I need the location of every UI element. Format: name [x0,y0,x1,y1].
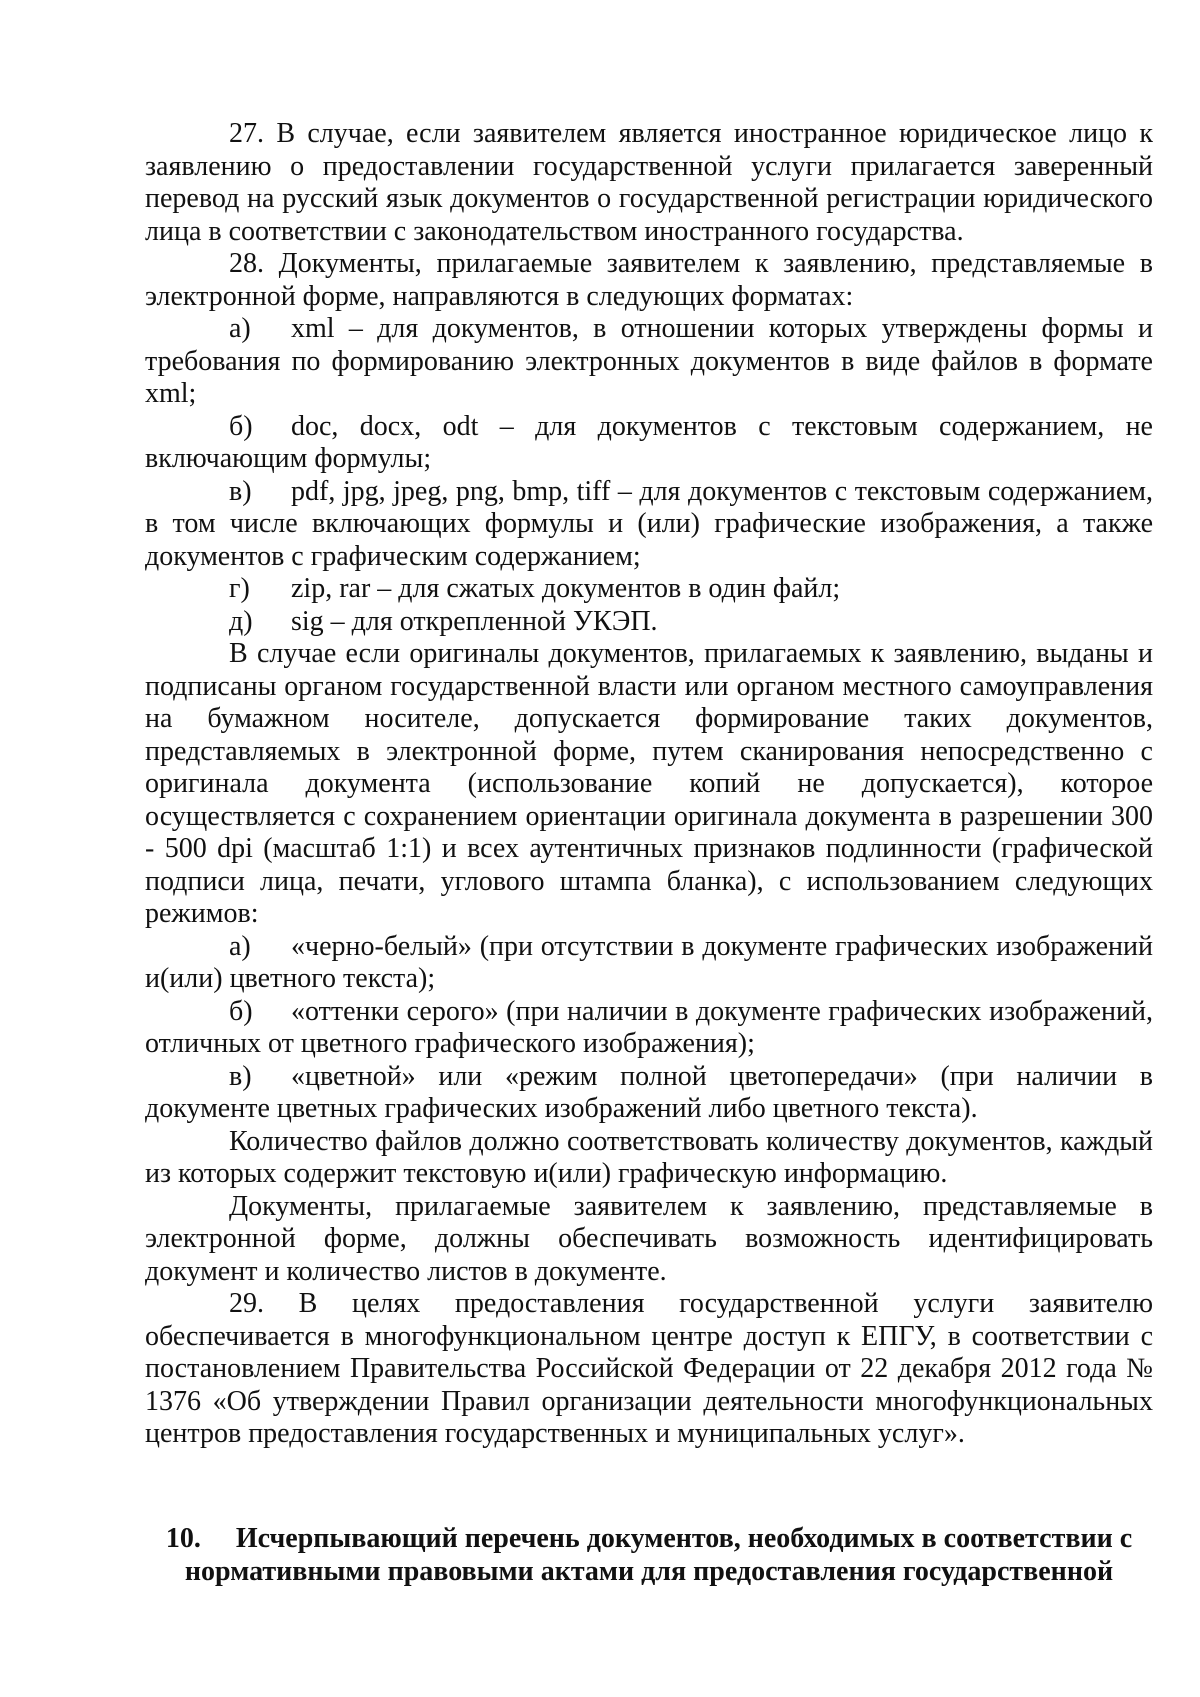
format-item [145,476,1153,574]
item-text: «цветной» или «режим полной цветопередачи» (при наличии в документе цветных графических изображений либо цветного текста). [145,1060,1153,1124]
mode-item [145,996,1153,1061]
item-text: pdf, jpg, jpeg, png, bmp, tiff – для документов с текстовым содержанием, в том числе включающих формулы и (или) графические изображения, а также документов с графическим содержанием; [145,475,1153,572]
item-text: «черно-белый» (при отсутствии в документе графических изображений и(или) цветного текста); [145,930,1153,994]
item-text: xml – для документов, в отношении которых утверждены формы и требования по формированию электронных документов в виде файлов в формате xml; [145,313,1153,409]
section-title: Исчерпывающий перечень документов, необходимых в соответствии с нормативными правовыми актами для предоставления государственной [184,1523,1133,1587]
item-text: sig – для открепленной УКЭП. [291,605,658,637]
item-label: а) [229,930,251,962]
section-number: 10. [165,1523,201,1554]
paragraph-identification: Документы, прилагаемые заявителем к заявлению, представляемые в электронной форме, должны обеспечивать возможность идентифицировать документ и количество листов в документе. [145,1190,1153,1287]
document-body [145,118,1153,1451]
paragraph-files-count: Количество файлов должно соответствовать количеству документов, каждый из которых содержит текстовую и(или) графическую информацию. [145,1125,1153,1189]
format-item [145,606,1153,639]
format-item [145,411,1153,476]
paragraph-scanning: В случае если оригиналы документов, прилагаемых к заявлению, выданы и подписаны органом государственной власти или органом местного самоуправления на бумажном носителе, допускается формирование таких документов, представляемых в электронной форме, путем сканирования непосредственно с оригинала документа (использование копий не допускается), которое осуществляется с сохранением ориентации оригинала документа в разрешении 300 - 500 dpi (масштаб 1:1) и всех аутентичных признаков подлинности (графической подписи лица, печати, углового штампа бланка), с использованием следующих режимов: [145,638,1153,929]
mode-item [145,931,1153,996]
format-item [145,573,1153,606]
item-text: zip, rar – для сжатых документов в один файл; [291,573,841,604]
item-label: в) [229,475,252,507]
section-heading [145,1523,1153,1588]
paragraph-29: 29. В целях предоставления государственной услуги заявителю обеспечивается в многофункциональном центре доступ к ЕПГУ, в соответствии с постановлением Правительства Российской Федерации от 22 декабря 2012 года № 1376 «Об утверждении Правил организации деятельности многофункциональных центров предоставления государственных и муниципальных услуг». [145,1288,1153,1449]
item-label: г) [229,573,250,604]
item-label: б) [229,410,253,442]
mode-item [145,1061,1153,1126]
format-item [145,313,1153,411]
item-label: в) [229,1060,252,1092]
item-text: «оттенки серого» (при наличии в документе графических изображений, отличных от цветного графического изображения); [145,995,1153,1059]
paragraph-28: 28. Документы, прилагаемые заявителем к заявлению, представляемые в электронной форме, направляются в следующих форматах: [145,248,1153,312]
item-label: б) [229,995,253,1027]
item-label: а) [229,313,251,344]
item-label: д) [229,605,253,637]
paragraph-27: 27. В случае, если заявителем является иностранное юридическое лицо к заявлению о предоставлении государственной услуги прилагается заверенный перевод на русский язык документов о государственной регистрации юридического лица в соответствии с законодательством иностранного государства. [145,118,1153,247]
item-text: doc, docx, odt – для документов с текстовым содержанием, не включающим формулы; [145,410,1153,474]
